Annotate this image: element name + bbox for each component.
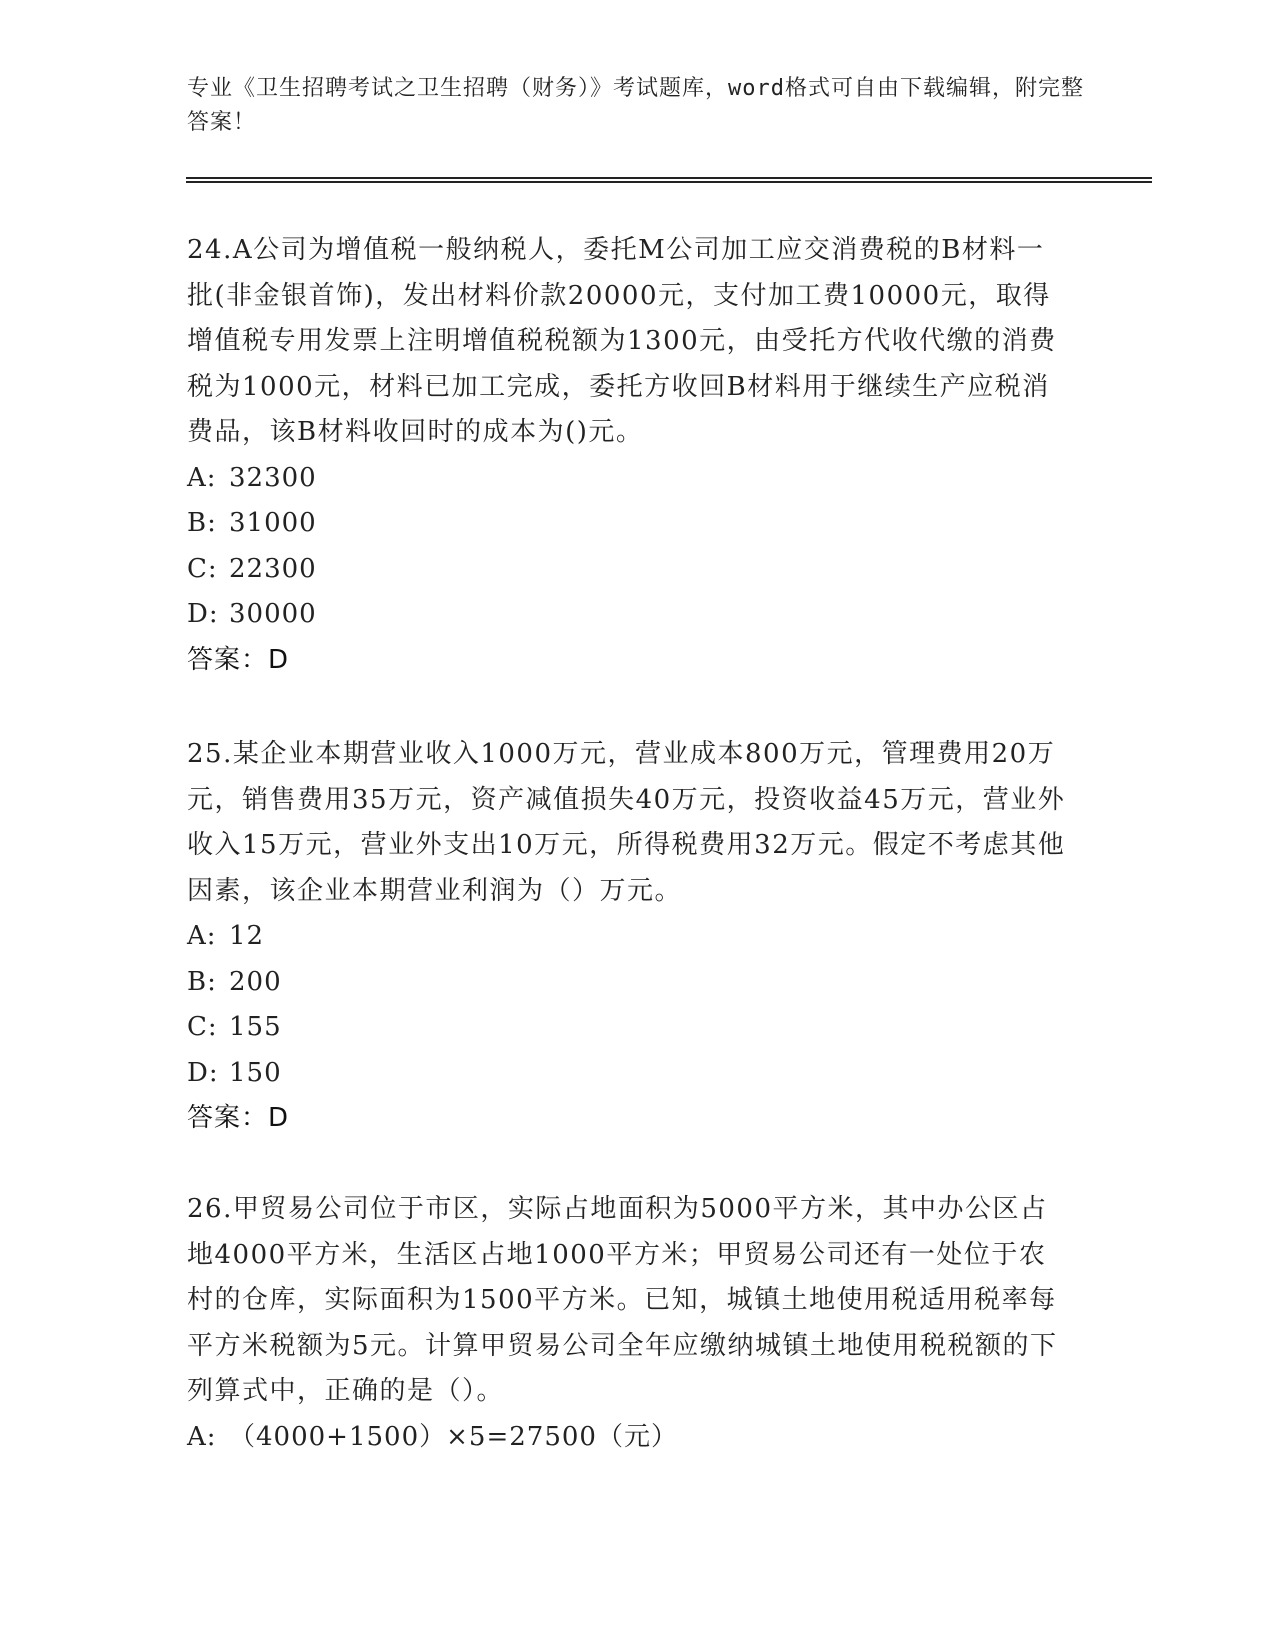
option-text: 155 (229, 1012, 282, 1042)
header-title: 专业《卫生招聘考试之卫生招聘（财务）》考试题库，word格式可自由下载编辑，附完整答案！ (187, 76, 1084, 135)
option-text: （4000+1500）×5=27500（元） (229, 1421, 678, 1452)
option-a (187, 456, 1067, 502)
option-c (187, 547, 1067, 593)
question-stem: 26.甲贸易公司位于市区，实际占地面积为5000平方米，其中办公区占地4000平方米，生活区占地1000平方米；甲贸易公司还有一处位于农村的仓库，实际面积为1500平方米。已知，城镇土地使用税适用税率每平方米税额为5元。计算甲贸易公司全年应缴纳城镇土地使用税税额的下列算式中，正确的是（）。 (187, 1194, 1058, 1406)
option-text: 150 (229, 1057, 282, 1088)
question-stem: 25.某企业本期营业收入1000万元，营业成本800万元，管理费用20万元，销售费用35万元，资产减值损失40万元，投资收益45万元，营业外收入15万元，营业外支出10万元，所得税费用32万元。假定不考虑其他因素，该企业本期营业利润为（）万元。 (187, 739, 1066, 906)
option-text: 22300 (229, 553, 317, 584)
answer-line: 答案：D (187, 1103, 290, 1133)
question-25 (187, 732, 1067, 1142)
option-text: 200 (229, 966, 282, 997)
question-24 (187, 228, 1067, 683)
option-key: C: (187, 553, 218, 584)
option-key: B: (187, 966, 217, 997)
option-text: 32300 (229, 462, 317, 493)
header-double-rule (186, 177, 1152, 183)
option-key: D: (187, 1057, 219, 1088)
option-b (187, 501, 1067, 547)
option-c (187, 1005, 1067, 1051)
option-key: A: (187, 921, 217, 951)
option-d (187, 1051, 1067, 1097)
option-a (187, 1415, 1067, 1461)
question-stem: 24.A公司为增值税一般纳税人，委托M公司加工应交消费税的B材料一批(非金银首饰)，发出材料价款20000元，支付加工费10000元，取得增值税专用发票上注明增值税税额为1300元，由受托方代收代缴的消费税为1000元，材料已加工完成，委托方收回B材料用于继续生产应税消费品，该B材料收回时的成本为()元。 (187, 235, 1057, 447)
option-key: B: (187, 508, 217, 538)
document-header (187, 72, 1087, 140)
option-b (187, 960, 1067, 1006)
option-text: 12 (229, 921, 265, 951)
option-d (187, 592, 1067, 638)
option-key: C: (187, 1012, 218, 1042)
option-text: 31000 (229, 508, 317, 538)
option-text: 30000 (229, 599, 317, 629)
question-26 (187, 1187, 1067, 1460)
option-key: A: (187, 1421, 217, 1452)
option-key: A: (187, 462, 217, 493)
answer-line: 答案：D (187, 644, 290, 675)
option-a (187, 914, 1067, 960)
option-key: D: (187, 599, 219, 629)
